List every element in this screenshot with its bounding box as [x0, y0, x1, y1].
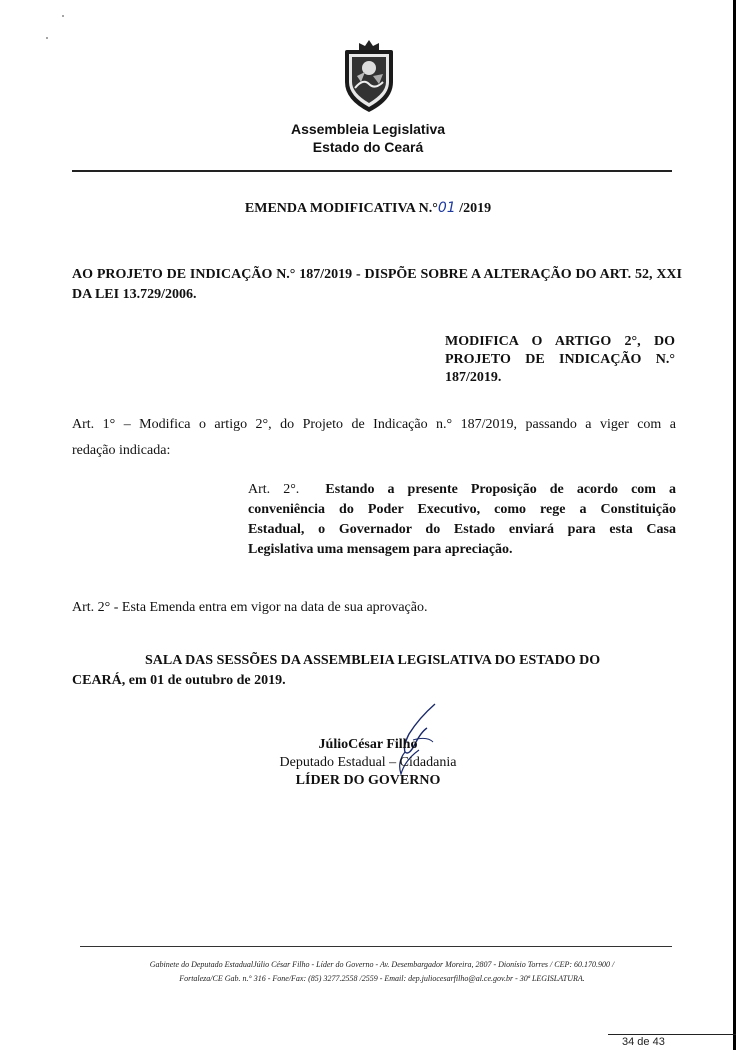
quoted-article-text: Legislativa uma mensagem para apreciação. — [248, 542, 513, 557]
ementa-line: 187/2019. — [445, 370, 502, 385]
ementa-line: PROJETO DE INDICAÇÃO N.° — [445, 352, 675, 367]
ementa-line: MODIFICA O ARTIGO 2°, DO — [445, 334, 675, 349]
closing-statement — [72, 651, 637, 691]
title-prefix: EMENDA MODIFICATIVA N.° — [244, 201, 438, 216]
signer-title: LÍDER DO GOVERNO — [295, 773, 441, 788]
quoted-article — [248, 480, 676, 560]
footer-divider — [80, 946, 672, 947]
projeto-heading: AO PROJETO DE INDICAÇÃO N.° 187/2019 - DISPÕE SOBRE A ALTERAÇÃO DO ART. 52, XXI DA LEI 13.729/2006. — [72, 267, 682, 302]
document-title — [0, 200, 736, 217]
signer-role: Deputado Estadual – Cidadania — [279, 755, 457, 770]
ementa-block — [445, 333, 675, 387]
article-1 — [72, 412, 676, 464]
header-divider — [72, 170, 672, 172]
footer-line: Gabinete do Deputado EstadualJúlio César Filho - Líder do Governo - Av. Desembargador Moreira, 2807 - Dionísio Torres / CEP: 60.170.900 / — [149, 960, 615, 969]
title-suffix: /2019 — [455, 201, 492, 216]
footer — [82, 958, 682, 986]
ceara-coat-of-arms-icon — [339, 38, 399, 114]
footer-line: Fortaleza/CE Gab. n.° 316 - Fone/Fax: (85) 3277.2558 /2559 - Email: dep.juliocesarfilho@al.ce.gov.br - 30ª LEGISLATURA. — [179, 974, 585, 983]
quoted-article-text: conveniência do Poder Executivo, como rege a Constituição — [248, 502, 676, 517]
closing-line: SALA DAS SESSÕES DA ASSEMBLEIA LEGISLATIVA DO ESTADO DO — [145, 653, 601, 668]
closing-line: CEARÁ, em 01 de outubro de 2019. — [72, 673, 286, 688]
page-number: 34 de 43 — [622, 1036, 665, 1048]
scan-speck — [62, 15, 64, 17]
org-state: Estado do Ceará — [312, 139, 424, 155]
article-2: Art. 2° - Esta Emenda entra em vigor na data de sua aprovação. — [72, 600, 428, 615]
org-name: Assembleia Legislativa — [290, 121, 446, 137]
scan-speck — [46, 37, 48, 39]
quoted-article-text: Estadual, o Governador do Estado enviará para esta Casa — [248, 522, 676, 537]
page-number-rule — [608, 1034, 736, 1035]
quoted-article-text: Estando a presente Proposição de acordo com a — [325, 482, 677, 497]
article-1-line: redação indicada: — [72, 443, 171, 458]
article-1-line: Art. 1° – Modifica o artigo 2°, do Projeto de Indicação n.° 187/2019, passando a viger com a — [72, 417, 676, 432]
signer-name: JúlioCésar Filho — [318, 737, 418, 752]
handwritten-number: 01 — [437, 200, 456, 216]
quoted-article-prefix: Art. 2°. — [248, 482, 300, 497]
